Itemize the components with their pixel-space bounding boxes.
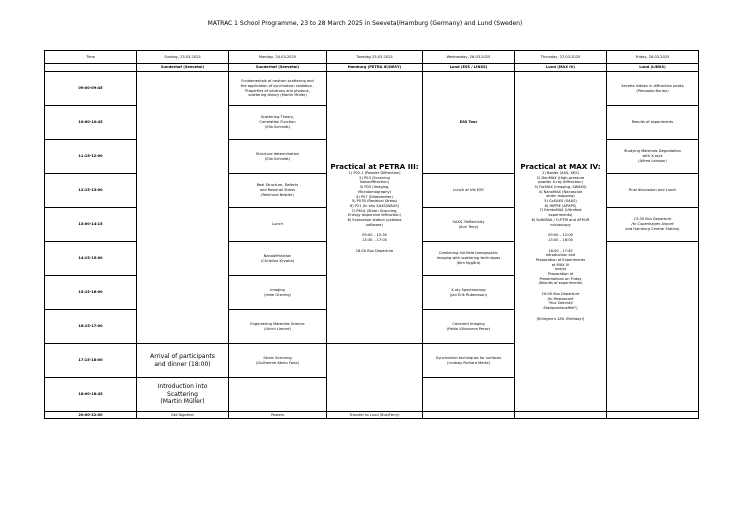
time-cell: 17:15-18:00 (45, 344, 137, 378)
table-row (45, 412, 699, 419)
monday-session: Strain Scanning (Guilherme Abreu Faria) (229, 344, 327, 378)
friday-session: Studying Materials Degradation with X-rays (Alfred Larsson) (607, 140, 699, 174)
monday-session: Structure determination (Ella Schmidt) (229, 140, 327, 174)
tuesday-evening: Transfer to Lund (Bus/Ferry) (327, 412, 423, 419)
monday-session: Nanodiffraction (Christina Krywka) (229, 242, 327, 276)
friday-empty (607, 242, 699, 412)
friday-session: Final discussion and Lunch (607, 174, 699, 208)
time-cell: 16:15-17:00 (45, 310, 137, 344)
time-cell: 14:15-15:00 (45, 242, 137, 276)
table-row (45, 72, 699, 106)
page-title: MATRAC 1 School Programme, 23 to 28 March 2025 in Seevetal/Hamburg (Germany) and Lund (Sweden) (207, 20, 523, 27)
monday-session: Imaging (Imke Greving) (229, 276, 327, 310)
maxiv-times: 09:00 – 12:00 13:00 – 16:00 (548, 233, 573, 242)
time-cell: 12:15-13:00 (45, 174, 137, 208)
time-cell: 11:15-12:00 (45, 140, 137, 174)
wednesday-tour: ESS Tour (423, 72, 515, 174)
friday-session: Secrets hidden in diffraction peaks (Pierpaolo Burian) (607, 72, 699, 106)
wednesday-session: Combining full-field tomographic imaging with scattering techniques (Kim Nygård) (423, 242, 515, 276)
petra-bus: 18:00 Bus Departure (355, 248, 394, 253)
header-row (45, 51, 699, 64)
friday-bus: 13:30 Bus Departure (to Copenhagen Airport and Hamburg Central Station) (607, 208, 699, 242)
friday-session: Results of experiments (607, 106, 699, 140)
friday-evening-empty (607, 412, 699, 419)
location-cell: Sunderhof (Seevetal) (229, 64, 327, 72)
maxiv-afternoon: 16:00 - 17:45 Introduction and Preparation of Experiments at MAX IV and/or Preparation of Presentations on Friday (Results of experiments) (535, 248, 586, 286)
monday-lunch: Lunch (229, 208, 327, 242)
header-day: Sunday, 23.03.2025 (137, 51, 229, 64)
monday-evening: Posters (229, 412, 327, 419)
monday-empty (229, 378, 327, 412)
location-row (45, 64, 699, 72)
maxiv-birthday: (Röntgen's 180. Birthday!) (536, 316, 585, 321)
monday-session: Real Structure, Defects and Residual Stress (Reinhard Nestler) (229, 174, 327, 208)
location-cell: Lund (LINXS) (607, 64, 699, 72)
sunday-evening: Get-Together (137, 412, 229, 419)
wednesday-empty (423, 378, 515, 412)
time-cell: 20:00-22:00 (45, 412, 137, 419)
header-time: Time (45, 51, 137, 64)
wednesday-session: SAXS, Reflectivity (Ann Terry) (423, 208, 515, 242)
tuesday-empty (327, 344, 423, 412)
thursday-evening-empty (515, 412, 607, 419)
monday-session: Scattering Theory, Correlation Function (Ella Schmidt) (229, 106, 327, 140)
maxiv-bus: 18:00 Bus Departure (to Restaurant "Hos Talevski/ Stadsparkscaféet") (541, 291, 580, 310)
time-cell: 09:00-09:45 (45, 72, 137, 106)
wednesday-session: Synchrotron techniques for surfaces (Lindsay Richard Merte) (423, 344, 515, 378)
header-day: Friday, 28.03.2025 (607, 51, 699, 64)
schedule-table (44, 50, 699, 419)
wednesday-session: Coherent Imaging (Pablo Villanueva Perez) (423, 310, 515, 344)
monday-session: Engineering Materials Science (Ulrich Lienert) (229, 310, 327, 344)
location-cell: Lund (MAX IV) (515, 64, 607, 72)
petra-times: 09:00 – 12:30 13:30 – 17:00 (362, 233, 387, 242)
time-cell: 15:15-16:00 (45, 276, 137, 310)
monday-session: Fundamentals of neutron scattering and the application of synchrotron radiation - Properties of neutrons and photons, scattering theory (Martin Müller) (229, 72, 327, 106)
sunday-intro: Introduction into Scattering (Martin Müller) (137, 378, 229, 412)
tuesday-practical (327, 72, 423, 344)
time-cell: 13:00-14:15 (45, 208, 137, 242)
location-cell: Lund (ESS / LINXS) (423, 64, 515, 72)
time-cell: 10:00-10:45 (45, 106, 137, 140)
location-cell: Sunderhof (Seevetal) (137, 64, 229, 72)
thursday-practical (515, 72, 607, 412)
wednesday-evening-empty (423, 412, 515, 419)
wednesday-session: X-ray Spectroscopy (Jan Erik Rubensson) (423, 276, 515, 310)
location-empty (45, 64, 137, 72)
sunday-empty (137, 72, 229, 344)
petra-heading: Practical at PETRA III: (330, 161, 419, 171)
header-day: Tuesday,25.03.2025 (327, 51, 423, 64)
maxiv-items: 1) Balder (XAS, XES) 2) DanMAX (High-pressure powder X-ray diffraction) 3) ForMAX (Imaging, SWAXS) 4) NanoMAX (Nanoscale strain mapping) 5) CoSAXS (SAXS) 6) HIPPIE (APXPS) 7) FemtoMAX (Ultrafast experiments) 8) SoftiMAX / O-PTIR and AFM-IR microscopy (531, 171, 590, 227)
location-cell: Hamburg (PETRA III/DESY) (327, 64, 423, 72)
sunday-arrival: Arrival of participants and dinner (18:00) (137, 344, 229, 378)
maxiv-heading: Practical at MAX IV: (520, 161, 601, 171)
header-day: Thursday, 27.03.2025 (515, 51, 607, 64)
wednesday-lunch: Lunch at the ESS (423, 174, 515, 208)
petra-items: 1) P02.1 (Powder Diffraction) 2) P03 (Scanning Nanodiffraction) 3) P05 (Imaging, Microtomography) 4) P07 (Dilatometer) 5) P07B (Residual Stress) 6) P21 (In situ SAXS/WAXS) 7) P61A (Strain Scanning, Energy dispersive diffraction) 8) Evaluation station (pydidas software) (347, 171, 402, 227)
time-cell: 18:00-18:45 (45, 378, 137, 412)
header-day: Monday, 24.03.2025 (229, 51, 327, 64)
header-day: Wednesday, 26.03.2025 (423, 51, 515, 64)
